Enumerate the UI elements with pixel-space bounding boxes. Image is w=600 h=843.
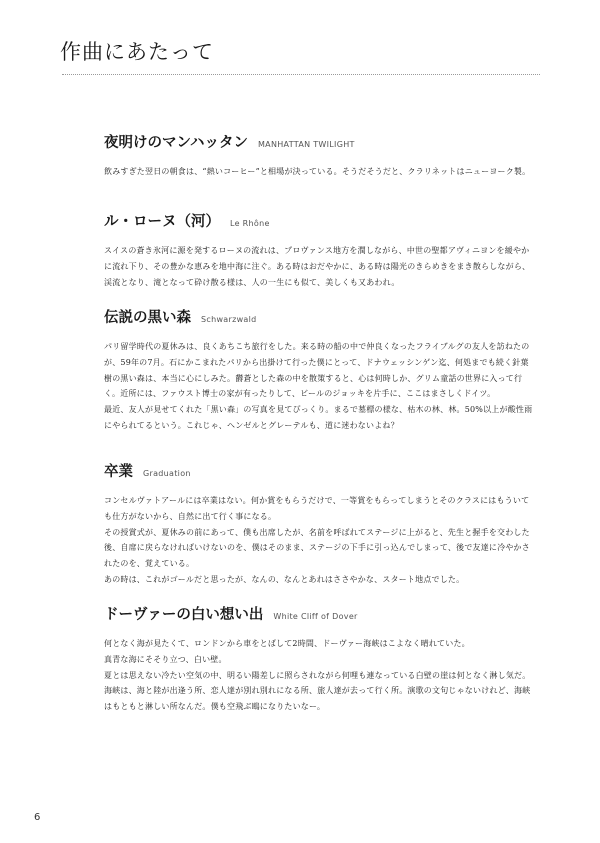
section-graduation — [104, 460, 536, 588]
section-paragraph: 夏とは思えない冷たい空気の中、明るい陽差しに照らされながら何哩も連なっている白壁の崖は何となく淋し気だ。 — [104, 670, 531, 680]
section-heading — [104, 306, 536, 327]
section-title: ル・ローヌ（河） — [104, 214, 220, 230]
section-white-cliff-of-dover — [104, 603, 536, 715]
section-paragraph: 飲みすぎた翌日の朝食は、“熱いコーヒー”と相場が決っている。そうだそうだと、クラリネットはニューヨーク製。 — [104, 167, 531, 176]
title-divider — [62, 74, 540, 75]
section-title: 夜明けのマンハッタン — [104, 135, 248, 151]
section-manhattan-twilight — [104, 131, 536, 180]
section-heading — [104, 131, 536, 152]
section-subtitle: White Cliff of Dover — [273, 612, 358, 621]
section-paragraph: パリ留学時代の夏休みは、良くあちこち旅行をした。来る時の船の中で仲良くなったフライブルグの友人を訪ねたのが、59年の7月。石にかこまれたパリから出掛けて行った僕にとって、ドナウェッシンゲン迄、何処までも続く針葉樹の黒い森は、本当に心にしみた。欝蒼とした森の中を散策すると、心は何時しか、グリム童話の世界に入って行く。近所には、ファウスト博士の家が有ったりして、ビールのジョッキを片手に、ここはまさしくドイツ。 — [104, 342, 530, 399]
section-schwarzwald — [104, 306, 536, 434]
section-subtitle: MANHATTAN TWILIGHT — [257, 140, 355, 149]
page-number: 6 — [34, 812, 41, 823]
section-title: 伝説の黒い森 — [104, 310, 191, 326]
section-paragraph: その授賞式が、夏休みの前にあって、僕も出席したが、名前を呼ばれてステージに上がると、先生と握手を交わした後、自席に戻らなければいけないのを、僕はそのまま、ステージの下手に引っ込んでしまって、後で友達に冷やかされたのを、覚えている。 — [104, 527, 530, 569]
section-paragraph: スイスの蒼き氷河に源を発するローヌの流れは、プロヴァンス地方を潤しながら、中世の聖都アヴィニヨンを緩やかに流れ下り、その豊かな恵みを地中海に注ぐ。ある時はおだやかに、ある時は陽光のきらめきをまき散らしながら、渓流となり、滝となって砕け散る様は、人の一生にも似て、美しくも又あわれ。 — [104, 246, 531, 287]
section-subtitle: Le Rhône — [230, 219, 270, 228]
section-heading — [104, 210, 536, 231]
section-title: 卒業 — [104, 464, 133, 480]
section-paragraph: 何となく海が見たくて、ロンドンから車をとばして2時間、ドーヴァー海峡はこよなく晴れていた。 — [104, 639, 470, 648]
section-title: ドーヴァーの白い想い出 — [104, 607, 264, 623]
section-paragraph: 最近、友人が見せてくれた「黒い森」の写真を見てびっくり。まるで墓標の様な、枯木の林、林。50%以上が酸性雨にやられてるという。これじゃ、ヘンゼルとグレーテルも、道に迷わないよね？ — [104, 405, 533, 430]
section-subtitle: Schwarzwald — [201, 315, 257, 324]
section-heading — [104, 603, 536, 624]
section-heading — [104, 460, 536, 481]
section-le-rhone — [104, 210, 536, 290]
section-paragraph: あの時は、これがゴールだと思ったが、なんの、なんとあれはささやかな、スタート地点でした。 — [104, 574, 465, 584]
section-paragraph: 真青な海にそそり立つ、白い壁。 — [104, 654, 227, 664]
section-subtitle: Graduation — [143, 469, 191, 478]
section-paragraph: 海峡は、海と陸が出逢う所、恋人達が別れ別れになる所、旅人達が去って行く所。演歌の文句じゃないけれど、海峡はもともと淋しい所なんだ。僕も空飛ぶ鴎になりたいなー。 — [104, 686, 531, 712]
page-title: 作曲にあたって — [60, 40, 214, 64]
section-paragraph: コンセルヴァトアールには卒業はない。何か賞をもらうだけで、一等賞をもらってしまうとそのクラスにはもういても仕方がないから、自然に出て行く事になる。 — [104, 496, 530, 521]
